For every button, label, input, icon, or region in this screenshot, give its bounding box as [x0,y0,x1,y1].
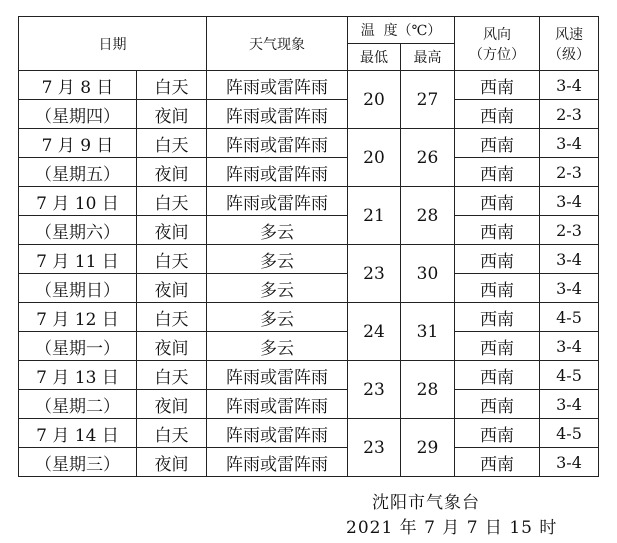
weekday-cell: （星期三） [19,448,137,477]
low-temp: 20 [348,71,401,129]
date-cell: 7 月 12 日 [19,303,137,332]
day-wind-direction: 西南 [455,361,540,390]
header-low: 最低 [348,44,401,71]
header-temperature: 温 度（℃） [348,17,455,44]
day-weather: 阵雨或雷阵雨 [207,361,348,390]
day-wind-direction: 西南 [455,187,540,216]
high-temp: 29 [401,419,455,477]
header-wind-direction [455,17,540,71]
high-temp: 30 [401,245,455,303]
night-wind-direction: 西南 [455,390,540,419]
day-wind-speed: 3-4 [540,129,599,158]
header-wind-speed [540,17,599,71]
high-temp: 28 [401,187,455,245]
header-wind-direction-label: 风向 [483,26,511,43]
day-wind-direction: 西南 [455,303,540,332]
weekday-cell: （星期二） [19,390,137,419]
day-label: 白天 [137,187,207,216]
night-weather: 阵雨或雷阵雨 [207,448,348,477]
night-wind-direction: 西南 [455,158,540,187]
night-label: 夜间 [137,390,207,419]
night-label: 夜间 [137,158,207,187]
day-row [19,245,599,274]
night-weather: 阵雨或雷阵雨 [207,390,348,419]
night-wind-direction: 西南 [455,100,540,129]
night-wind-speed: 3-4 [540,448,599,477]
day-label: 白天 [137,129,207,158]
night-wind-direction: 西南 [455,274,540,303]
night-label: 夜间 [137,332,207,361]
day-wind-direction: 西南 [455,71,540,100]
night-label: 夜间 [137,274,207,303]
night-weather: 阵雨或雷阵雨 [207,100,348,129]
night-wind-speed: 2-3 [540,158,599,187]
low-temp: 20 [348,129,401,187]
header-high: 最高 [401,44,455,71]
low-temp: 23 [348,245,401,303]
weekday-cell: （星期六） [19,216,137,245]
day-row [19,419,599,448]
header-wind-speed-sub: （级） [548,46,590,63]
date-cell: 7 月 11 日 [19,245,137,274]
date-cell: 7 月 14 日 [19,419,137,448]
date-cell: 7 月 8 日 [19,71,137,100]
weekday-cell: （星期五） [19,158,137,187]
low-temp: 24 [348,303,401,361]
night-wind-speed: 3-4 [540,274,599,303]
night-row [19,448,599,477]
night-wind-speed: 3-4 [540,390,599,419]
day-label: 白天 [137,245,207,274]
night-row [19,158,599,187]
day-row [19,71,599,100]
issue-time: 2021 年 7 月 7 日 15 时 [346,518,558,538]
high-temp: 31 [401,303,455,361]
forecast-body [19,71,599,477]
high-temp: 28 [401,361,455,419]
night-weather: 多云 [207,274,348,303]
day-wind-direction: 西南 [455,419,540,448]
header-date: 日期 [19,17,207,71]
day-label: 白天 [137,71,207,100]
weekday-cell: （星期一） [19,332,137,361]
issuer: 沈阳市气象台 [372,493,480,513]
night-wind-direction: 西南 [455,216,540,245]
weekday-cell: （星期四） [19,100,137,129]
night-row [19,100,599,129]
night-label: 夜间 [137,216,207,245]
night-weather: 多云 [207,216,348,245]
night-label: 夜间 [137,448,207,477]
day-row [19,187,599,216]
day-wind-direction: 西南 [455,129,540,158]
night-row [19,390,599,419]
day-wind-speed: 4-5 [540,419,599,448]
night-wind-speed: 2-3 [540,216,599,245]
day-row [19,303,599,332]
day-label: 白天 [137,419,207,448]
night-weather: 多云 [207,332,348,361]
day-weather: 阵雨或雷阵雨 [207,419,348,448]
day-wind-speed: 3-4 [540,245,599,274]
header-wind-speed-label: 风速 [555,26,583,43]
night-row [19,332,599,361]
night-row [19,274,599,303]
night-wind-direction: 西南 [455,332,540,361]
day-weather: 阵雨或雷阵雨 [207,187,348,216]
night-label: 夜间 [137,100,207,129]
night-wind-direction: 西南 [455,448,540,477]
date-cell: 7 月 10 日 [19,187,137,216]
high-temp: 27 [401,71,455,129]
night-weather: 阵雨或雷阵雨 [207,158,348,187]
day-wind-direction: 西南 [455,245,540,274]
high-temp: 26 [401,129,455,187]
header-wind-direction-sub: （方位） [469,46,525,63]
low-temp: 21 [348,187,401,245]
day-row [19,129,599,158]
date-cell: 7 月 13 日 [19,361,137,390]
day-label: 白天 [137,361,207,390]
day-weather: 多云 [207,245,348,274]
forecast-table [18,16,599,477]
day-label: 白天 [137,303,207,332]
night-wind-speed: 3-4 [540,332,599,361]
header-weather: 天气现象 [207,17,348,71]
low-temp: 23 [348,419,401,477]
weekday-cell: （星期日） [19,274,137,303]
night-row [19,216,599,245]
day-weather: 阵雨或雷阵雨 [207,71,348,100]
day-wind-speed: 4-5 [540,361,599,390]
low-temp: 23 [348,361,401,419]
day-weather: 多云 [207,303,348,332]
day-weather: 阵雨或雷阵雨 [207,129,348,158]
day-row [19,361,599,390]
day-wind-speed: 3-4 [540,187,599,216]
day-wind-speed: 3-4 [540,71,599,100]
date-cell: 7 月 9 日 [19,129,137,158]
night-wind-speed: 2-3 [540,100,599,129]
day-wind-speed: 4-5 [540,303,599,332]
